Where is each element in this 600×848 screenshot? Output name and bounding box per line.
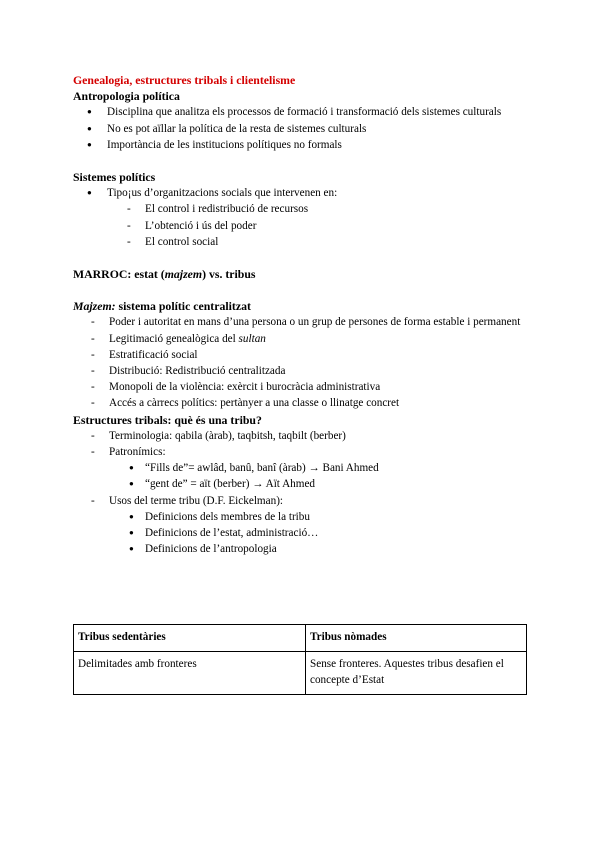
list-item-text: Legitimació genealògica del (109, 332, 239, 345)
list-item: ● “Fills de”= awlâd, banû, banî (àrab) → Bani Ahmed (73, 460, 527, 476)
majzem-list (73, 314, 527, 411)
section-heading-marroc (73, 266, 527, 282)
list-item: - L’obtenció i ús del poder (73, 218, 527, 234)
table-header-cell: Tribus sedentàries (74, 625, 306, 652)
list-item: - Patronímics: (73, 444, 527, 460)
sultan-term: sultan (238, 332, 266, 345)
list-item: ● Tipo¡us d’organitzacions socials que intervenen en: (73, 185, 527, 201)
list-item: - El control i redistribució de recursos (73, 201, 527, 217)
tribus-table (73, 624, 527, 695)
list-item: - Distribució: Redistribució centralitzada (73, 363, 527, 379)
table-header-row (74, 625, 527, 652)
marroc-heading-em: majzem (164, 267, 203, 282)
document-body (73, 72, 527, 557)
list-item: - El control social (73, 234, 527, 250)
tribals-list (73, 428, 527, 460)
list-item: ● Definicions de l’antropologia (73, 541, 527, 557)
patronimics-sublist (73, 460, 527, 492)
sistemes-list (73, 185, 527, 201)
section-heading-antropologia: Antropologia política (73, 89, 180, 104)
section-heading-sistemes: Sistemes polítics (73, 170, 156, 185)
table-cell: Sense fronteres. Aquestes tribus desafien el concepte d’Estat (306, 652, 527, 695)
majzem-heading-text: sistema polític centralitzat (115, 299, 251, 314)
marroc-heading-text: MARROC: estat ( (73, 267, 165, 282)
table-row (74, 652, 527, 695)
list-item: ● Definicions dels membres de la tribu (73, 509, 527, 525)
usos-sublist (73, 509, 527, 558)
table-header-cell: Tribus nòmades (306, 625, 527, 652)
list-item: ● No es pot aïllar la política de la resta de sistemes culturals (73, 121, 527, 137)
list-item: - Accés a càrrecs polítics: pertànyer a una classe o llinatge concret (73, 395, 527, 411)
majzem-heading-em: Majzem: (73, 299, 116, 314)
section-heading-tribals: Estructures tribals: què és una tribu? (73, 412, 262, 427)
list-item: ● Importància de les institucions polítiques no formals (73, 137, 527, 153)
table-cell: Delimitades amb fronteres (74, 652, 306, 695)
list-item (73, 331, 527, 347)
list-item: ● Definicions de l’estat, administració… (73, 525, 527, 541)
list-item: - Poder i autoritat en mans d’una persona o un grup de persones de forma estable i permanent (73, 314, 527, 330)
list-item: - Monopoli de la violència: exèrcit i burocràcia administrativa (73, 379, 527, 395)
list-item: - Estratificació social (73, 347, 527, 363)
list-item: - Usos del terme tribu (D.F. Eickelman): (73, 493, 527, 509)
document-title: Genealogia, estructures tribals i clientelisme (73, 73, 296, 87)
sistemes-sublist (73, 201, 527, 250)
list-item: ● Disciplina que analitza els processos de formació i transformació dels sistemes culturals (73, 104, 527, 120)
tribals-list-2 (73, 493, 527, 509)
list-item: ● “gent de” = aït (berber) → Aït Ahmed (73, 476, 527, 492)
marroc-heading-text-end: ) vs. tribus (202, 267, 256, 282)
antropologia-list (73, 104, 527, 153)
section-heading-majzem (73, 298, 527, 314)
list-item: - Terminologia: qabila (àrab), taqbitsh, taqbilt (berber) (73, 428, 527, 444)
